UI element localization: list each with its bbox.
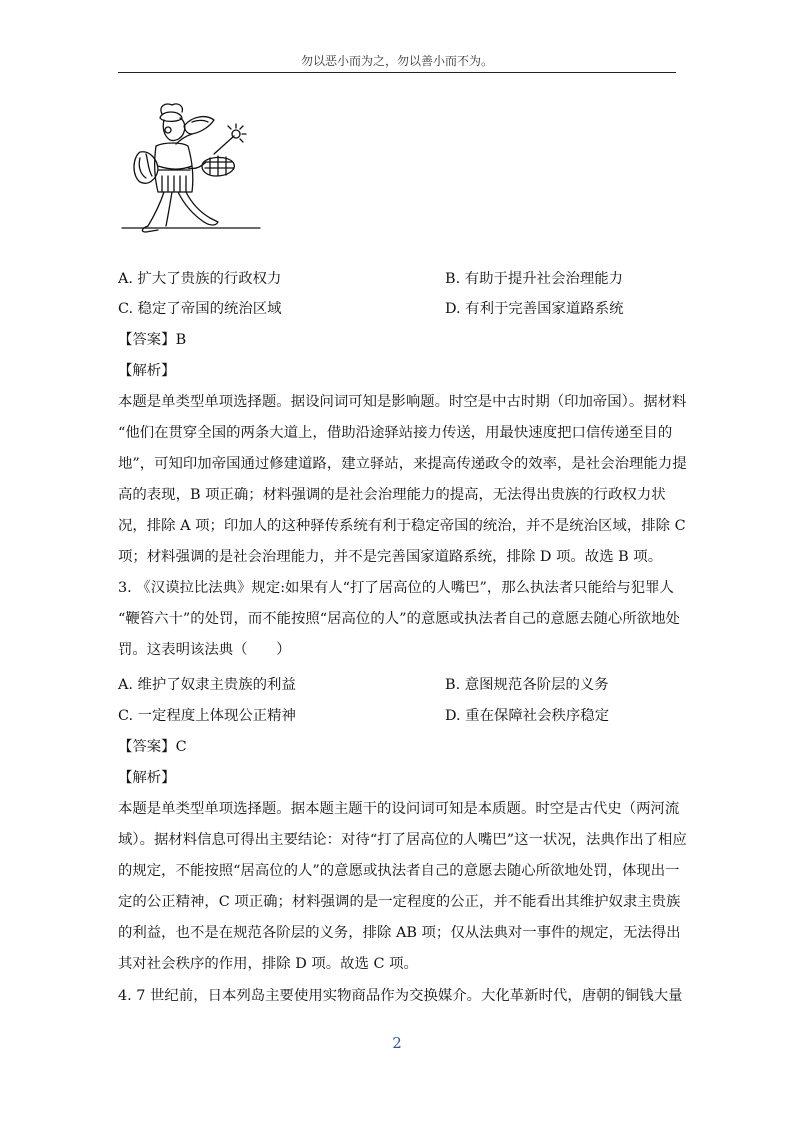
q2-option-c: C. 稳定了帝国的统治区域 bbox=[118, 301, 282, 317]
q3-analysis-line: 其对社会秩序的作用，排除 D 项。故选 C 项。 bbox=[118, 956, 418, 972]
page-number: 2 bbox=[392, 1034, 402, 1052]
inca-messenger-illustration bbox=[118, 100, 264, 256]
q2-answer: 【答案】B bbox=[118, 332, 187, 348]
q3-option-c: C. 一定程度上体现公正精神 bbox=[118, 708, 296, 724]
q2-analysis-title: 【解析】 bbox=[118, 363, 176, 379]
q2-analysis-line: 况，排除 A 项；印加人的这种驿传系统有利于稳定帝国的统治，并不是统治区域，排除 C bbox=[118, 518, 686, 534]
header-motto: 勿以恶小而为之，勿以善小而不为。 bbox=[300, 54, 493, 68]
q2-analysis-line: “他们在贯穿全国的两条大道上，借助沿途驿站接力传送，用最快速度把口信传递至目的 bbox=[118, 425, 673, 441]
q2-analysis-line: 本题是单类型单项选择题。据设问词可知是影响题。时空是中古时期（印加帝国）。据材料 bbox=[118, 394, 687, 410]
q2-analysis-line: 项；材料强调的是社会治理能力，并不是完善国家道路系统，排除 D 项。故选 B 项。 bbox=[118, 549, 663, 565]
q3-analysis-line: 的利益，也不是在规范各阶层的义务，排除 AB 项；仅从法典对一事件的规定，无法得出 bbox=[118, 925, 681, 941]
q2-option-b: B. 有助于提升社会治理能力 bbox=[445, 271, 624, 287]
q3-analysis-line: 定的公正精神，C 项正确；材料强调的是一定程度的公正，并不能看出其维护奴隶主贵族 bbox=[118, 894, 681, 910]
q2-option-a: A. 扩大了贵族的行政权力 bbox=[118, 271, 282, 287]
q3-stem-line: “鞭笞六十”的处罚，而不能按照“居高位的人”的意愿或执法者自己的意愿去随心所欲地处 bbox=[118, 611, 680, 627]
q3-analysis-line: 本题是单类型单项选择题。据本题主题干的设问词可知是本质题。时空是古代史（两河流 bbox=[118, 801, 680, 817]
q3-analysis-line: 的规定，不能按照“居高位的人”的意愿或执法者自己的意愿去随心所欲地处罚，体现出一 bbox=[118, 863, 680, 879]
q2-analysis-line: 高的表现，B 项正确；材料强调的是社会治理能力的提高，无法得出贵族的行政权力状 bbox=[118, 487, 666, 503]
q3-stem-line: 3. 《汉谟拉比法典》规定:如果有人“打了居高位的人嘴巴”，那么执法者只能给与犯罪人 bbox=[118, 580, 674, 596]
q4-stem-line: 4. 7 世纪前，日本列岛主要使用实物商品作为交换媒介。大化革新时代，唐朝的铜钱大量 bbox=[118, 988, 683, 1004]
q3-option-d: D. 重在保障社会秩序稳定 bbox=[445, 708, 610, 724]
q2-analysis-line: 地”，可知印加帝国通过修建道路，建立驿站，来提高传递政令的效率，是社会治理能力提 bbox=[118, 456, 687, 472]
header-rule bbox=[118, 72, 676, 73]
q3-option-b: B. 意图规范各阶层的义务 bbox=[445, 677, 609, 693]
q3-analysis-title: 【解析】 bbox=[118, 770, 176, 786]
q3-analysis-line: 域）。据材料信息可得出主要结论：对待“打了居高位的人嘴巴”这一状况，法典作出了相应 bbox=[118, 832, 687, 848]
q3-option-a: A. 维护了奴隶主贵族的利益 bbox=[118, 677, 296, 693]
q2-option-d: D. 有利于完善国家道路系统 bbox=[445, 301, 624, 317]
q3-answer: 【答案】C bbox=[118, 739, 187, 755]
q3-stem-line: 罚。这表明该法典（ ） bbox=[118, 642, 291, 658]
